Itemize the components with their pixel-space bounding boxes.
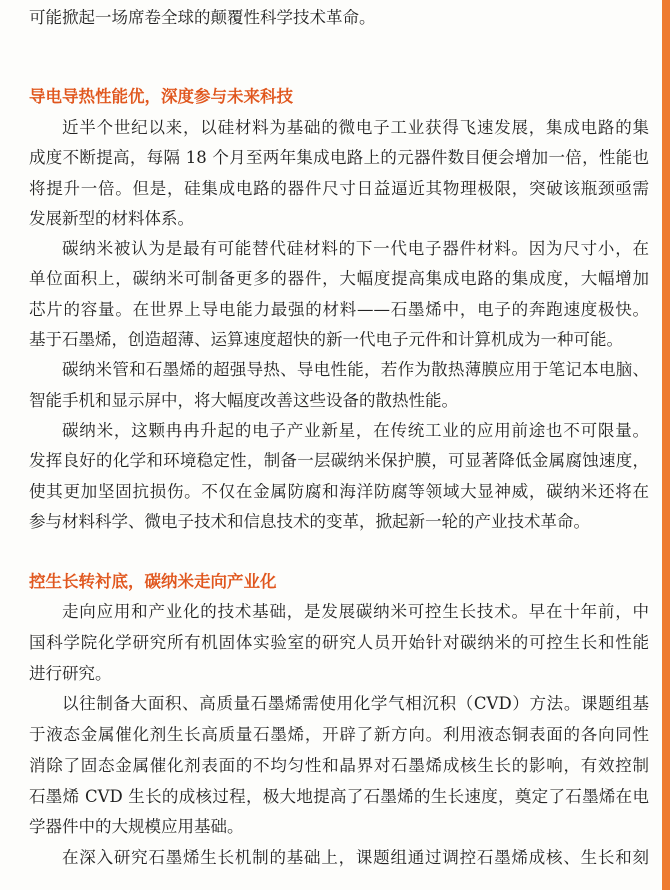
section-body bbox=[29, 597, 649, 874]
paragraph-line: 使其更加坚固抗损伤。不仅在金属防腐和海洋防腐等领域大显神威，碳纳米还将在 bbox=[29, 481, 649, 501]
paragraph-line: 进行研究。 bbox=[29, 663, 112, 683]
paragraph bbox=[29, 234, 649, 355]
paragraph-line: 于液态金属催化剂生长高质量石墨烯，开辟了新方向。利用液态铜表面的各向同性 bbox=[29, 725, 649, 744]
paragraph-line: 单位面积上，碳纳米可制备更多的器件，大幅度提高集成电路的集成度，大幅增加 bbox=[29, 269, 649, 289]
paragraph-line: 走向应用和产业化的技术基础，是发展碳纳米可控生长技术。早在十年前，中 bbox=[62, 602, 649, 621]
paragraph bbox=[29, 416, 649, 537]
paragraph-line: 成度不断提高，每隔 18 个月至两年集成电路上的元器件数目便会增加一倍，性能也 bbox=[29, 148, 649, 168]
paragraph-line: 将提升一倍。但是，硅集成电路的器件尺寸日益逼近其物理极限，突破该瓶颈亟需 bbox=[29, 178, 649, 198]
paragraph-line: 发展新型的材料体系。 bbox=[29, 208, 194, 228]
paragraph-line: 以往制备大面积、高质量石墨烯需使用化学气相沉积（CVD）方法。课题组基 bbox=[62, 694, 649, 714]
paragraph-line: 基于石墨烯，创造超薄、运算速度超快的新一代电子元件和计算机成为一种可能。 bbox=[29, 330, 623, 350]
paragraph-line: 国科学院化学研究所有机固体实验室的研究人员开始针对碳纳米的可控生长和性能 bbox=[29, 632, 649, 652]
section-body bbox=[29, 113, 649, 537]
paragraph bbox=[29, 113, 649, 234]
side-accent-bar bbox=[662, 0, 670, 890]
section-heading: 导电导热性能优，深度参与未来科技 bbox=[29, 87, 293, 106]
paragraph-line: 石墨烯 CVD 生长的成核过程，极大地提高了石墨烯的生长速度，奠定了石墨烯在电 bbox=[29, 786, 649, 806]
paragraph-line: 在深入研究石墨烯生长机制的基础上，课题组通过调控石墨烯成核、生长和刻 bbox=[62, 848, 649, 867]
section-heading: 控生长转衬底，碳纳米走向产业化 bbox=[29, 572, 277, 591]
intro-line: 可能掀起一场席卷全球的颠覆性科学技术革命。 bbox=[29, 8, 376, 27]
paragraph-line: 学器件中的大规模应用基础。 bbox=[29, 817, 244, 837]
paragraph bbox=[29, 355, 649, 416]
paragraph-line: 近半个世纪以来，以硅材料为基础的微电子工业获得飞速发展，集成电路的集 bbox=[62, 118, 649, 137]
paragraph-line: 发挥良好的化学和环境稳定性，制备一层碳纳米保护膜，可显著降低金属腐蚀速度， bbox=[29, 451, 649, 471]
paragraph-line: 碳纳米管和石墨烯的超强导热、导电性能，若作为散热薄膜应用于笔记本电脑、 bbox=[62, 360, 649, 380]
paragraph bbox=[29, 689, 649, 843]
paragraph bbox=[29, 843, 649, 874]
paragraph-line: 消除了固态金属催化剂表面的不均匀性和晶界对石墨烯成核生长的影响，有效控制 bbox=[29, 755, 649, 775]
paragraph-line: 碳纳米被认为是最有可能替代硅材料的下一代电子器件材料。因为尺寸小，在 bbox=[62, 239, 649, 259]
paragraph bbox=[29, 597, 649, 689]
paragraph-line: 智能手机和显示屏中，将大幅度改善这些设备的散热性能。 bbox=[29, 390, 458, 410]
paragraph-line: 芯片的容量。在世界上导电能力最强的材料——石墨烯中，电子的奔跑速度极快。 bbox=[29, 299, 649, 319]
paragraph-line: 参与材料科学、微电子技术和信息技术的变革，掀起新一轮的产业技术革命。 bbox=[29, 511, 590, 531]
paragraph-line: 碳纳米，这颗冉冉升起的电子产业新星，在传统工业的应用前途也不可限量。 bbox=[62, 420, 649, 440]
